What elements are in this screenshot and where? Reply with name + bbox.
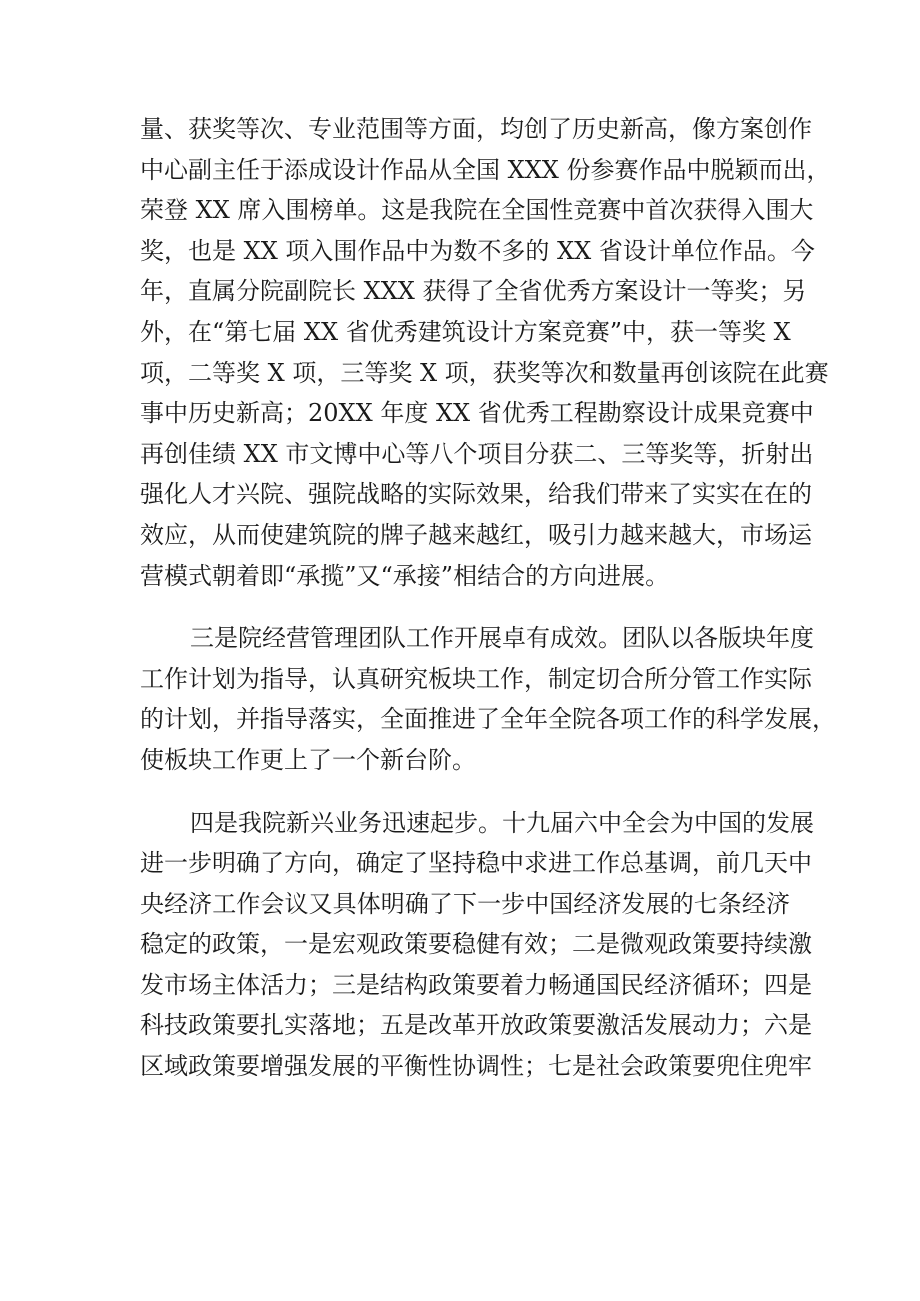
paragraph-management-team (140, 618, 836, 780)
text-line: 使板块工作更上了一个新台阶。 (140, 745, 476, 774)
text-line: 四是我院新兴业务迅速起步。十九届六中全会为中国的发展 (190, 808, 814, 837)
paragraph-new-business (140, 803, 814, 1087)
text-line: 效应，从而使建筑院的牌子越来越红，吸引力越来越大，市场运 (140, 520, 812, 549)
text-line: 荣登 XX 席入围榜单。这是我院在全国性竞赛中首次获得入围大 (140, 196, 814, 225)
text-line: 稳定的政策，一是宏观政策要稳健有效；二是微观政策要持续激 (140, 930, 812, 959)
text-line: 奖，也是 XX 项入围作品中为数不多的 XX 省设计单位作品。今 (140, 236, 815, 265)
text-line: 事中历史新高；20XX 年度 XX 省优秀工程勘察设计成果竞赛中 (140, 399, 814, 428)
text-line: 科技政策要扎实落地；五是改革开放政策要激活发展动力；六是 (140, 1011, 812, 1040)
text-line: 再创佳绩 XX 市文博中心等八个项目分获二、三等奖等，折射出 (140, 439, 814, 468)
text-line: 央经济工作会议又具体明确了下一步中国经济发展的七条经济 (140, 889, 790, 918)
text-line: 营模式朝着即“承揽”又“承接”相结合的方向进展。 (140, 561, 670, 590)
document-body (140, 109, 836, 1087)
paragraph-spacer (140, 781, 790, 803)
text-line: 工作计划为指导，认真研究板块工作，制定切合所分管工作实际 (140, 664, 812, 693)
text-line: 三是院经营管理团队工作开展卓有成效。团队以各版块年度 (190, 624, 814, 653)
paragraph-spacer (140, 596, 790, 618)
text-line: 中心副主任于添成设计作品从全国 XXX 份参赛作品中脱颖而出， (140, 155, 831, 184)
text-line: 量、获奖等次、专业范围等方面，均创了历史新高，像方案创作 (140, 115, 812, 143)
text-line: 年，直属分院副院长 XXX 获得了全省优秀方案设计一等奖；另 (140, 277, 807, 306)
text-line: 的计划，并指导落实，全面推进了全年全院各项工作的科学发展， (140, 705, 836, 734)
text-line: 项，二等奖 X 项，三等奖 X 项，获奖等次和数量再创该院在此赛 (140, 358, 829, 387)
paragraph-awards (140, 109, 831, 596)
text-line: 进一步明确了方向，确定了坚持稳中求进工作总基调，前几天中 (140, 849, 812, 878)
text-line: 外，在“第七届 XX 省优秀建筑设计方案竞赛”中，获一等奖 X (140, 317, 791, 346)
text-line: 发市场主体活力；三是结构政策要着力畅通国民经济循环；四是 (140, 970, 812, 999)
text-line: 强化人才兴院、强院战略的实际效果，给我们带来了实实在在的 (140, 480, 812, 509)
text-line: 区域政策要增强发展的平衡性协调性；七是社会政策要兜住兜牢 (140, 1052, 812, 1081)
